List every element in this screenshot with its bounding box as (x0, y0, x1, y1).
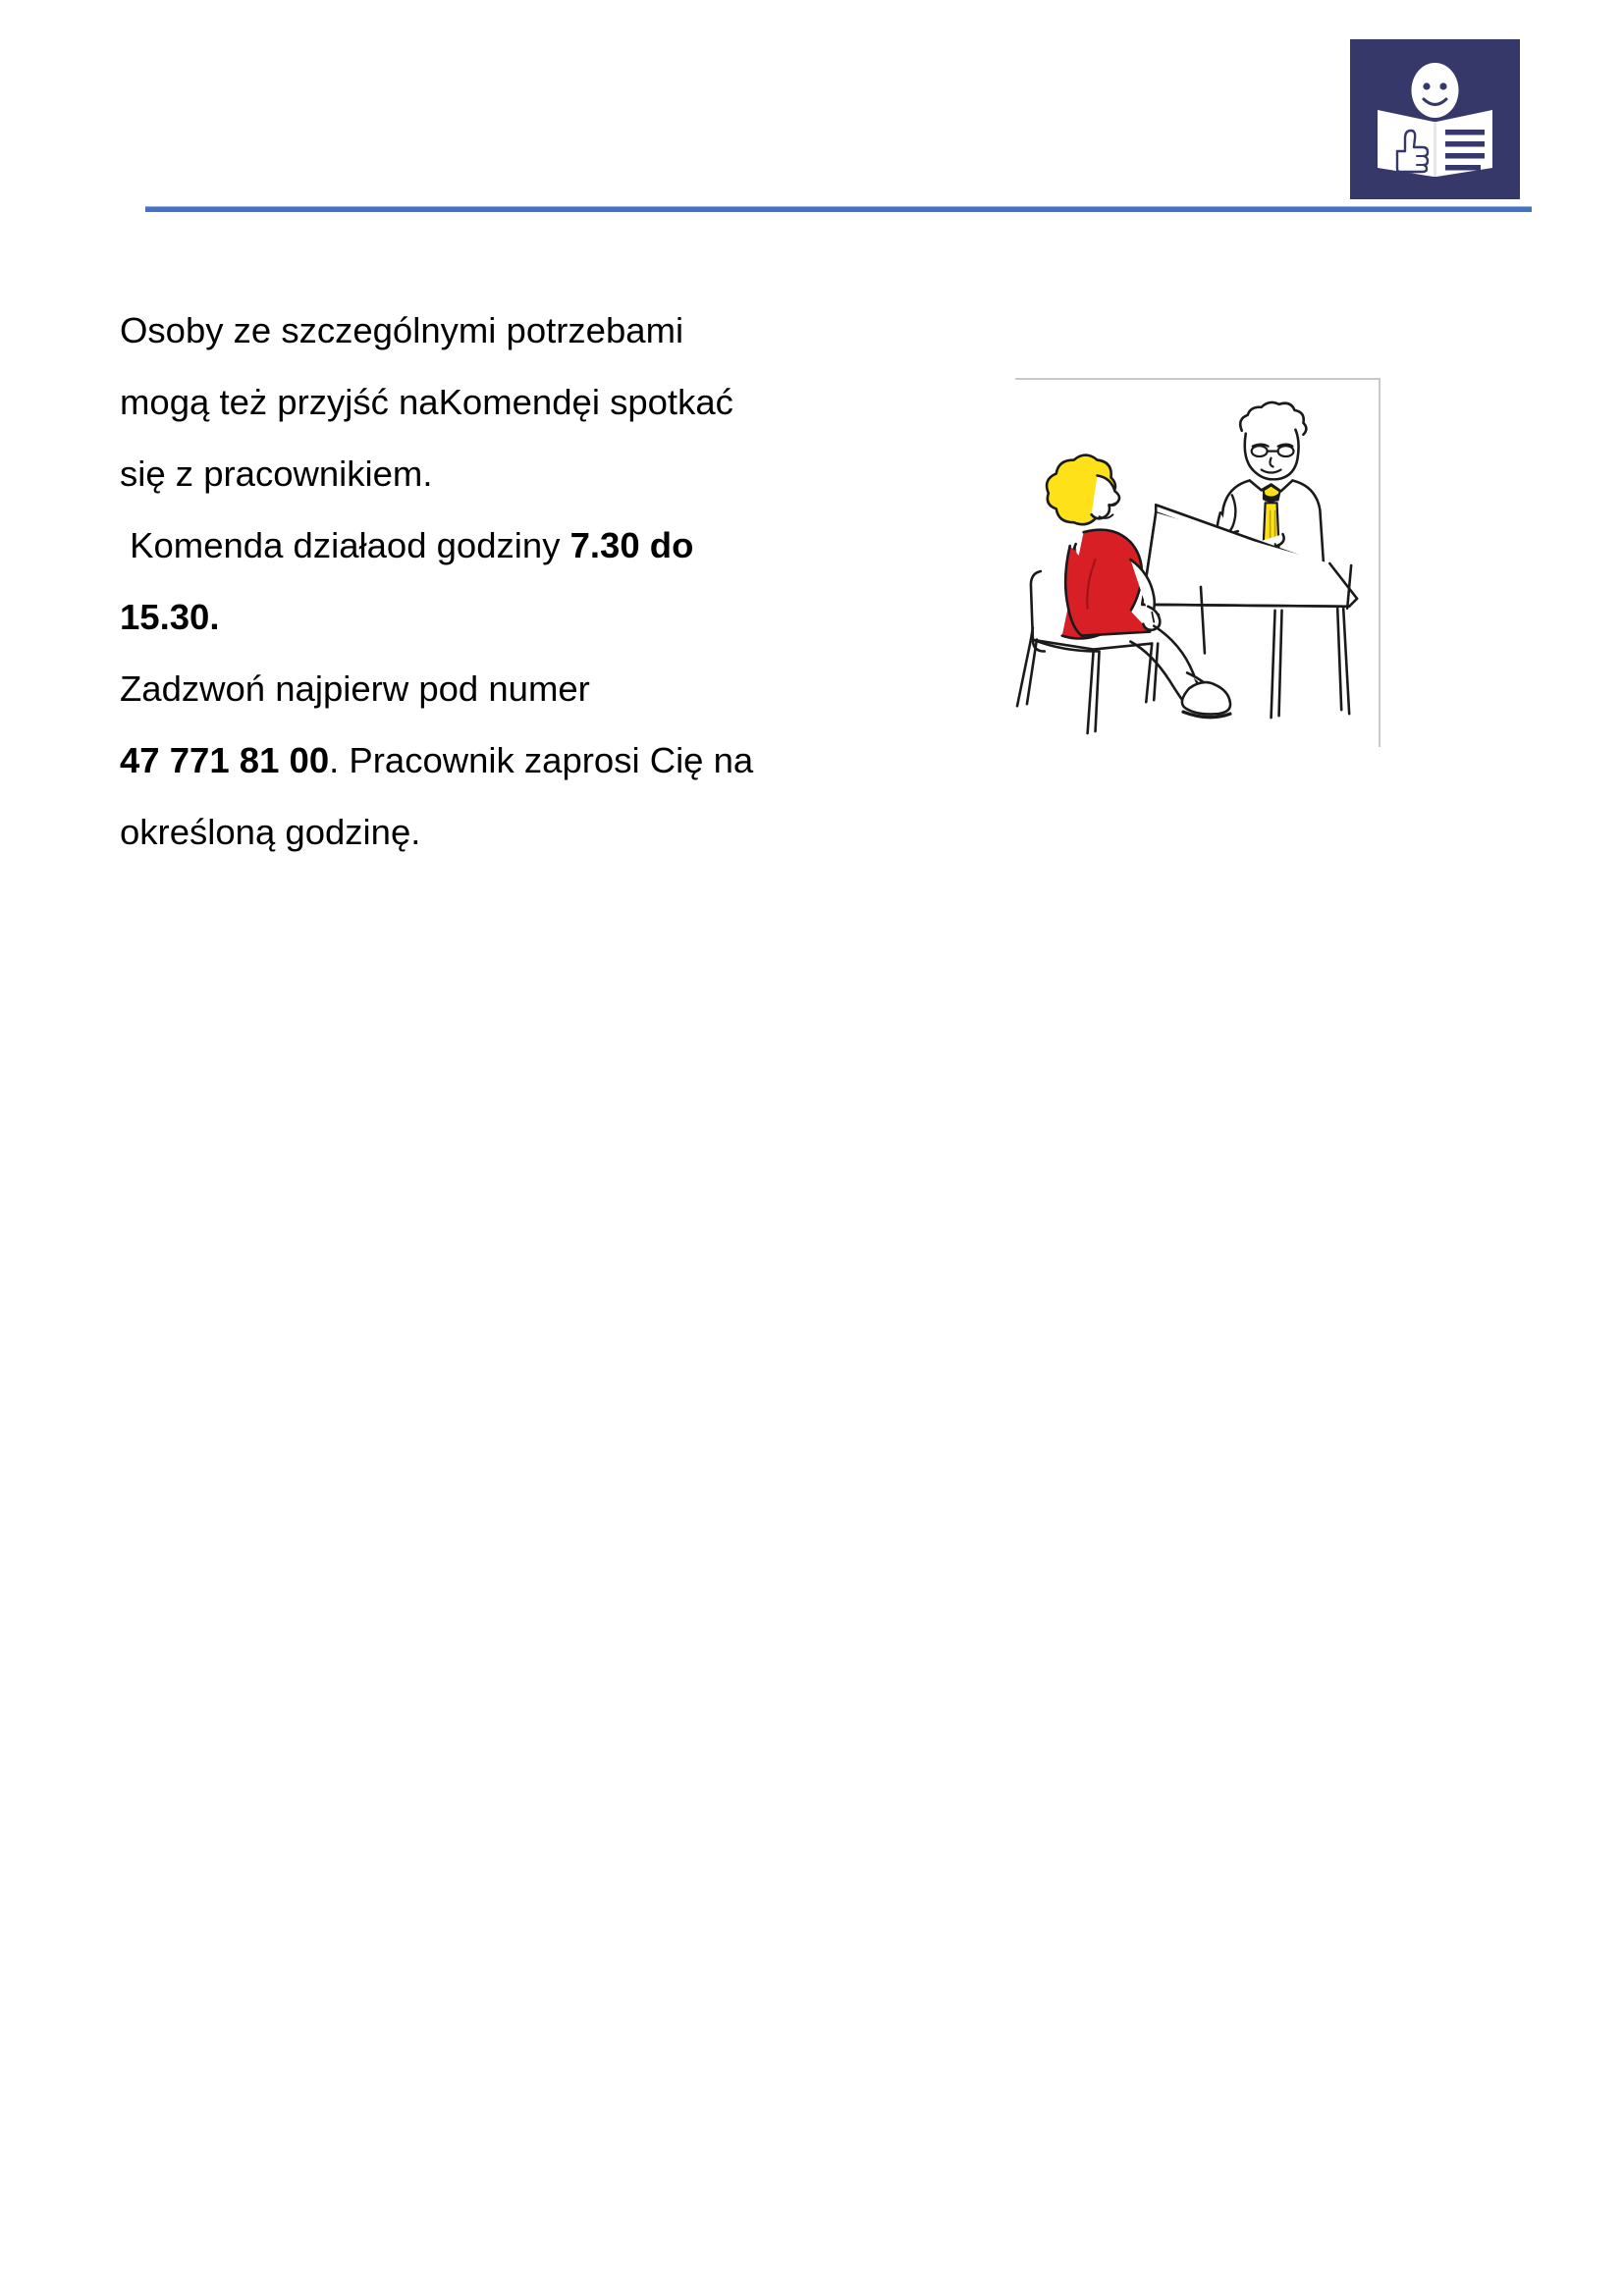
illustration-meeting-at-desk (1015, 378, 1380, 747)
text-line: Osoby ze szczególnymi potrzebami (120, 310, 684, 350)
page-header (0, 0, 1624, 226)
text-line: 47 771 81 00. Pracownik zaprosi Cię na (120, 740, 754, 780)
text-line: się z pracownikiem. (120, 454, 433, 494)
text-line: Zadzwoń najpierw pod numer (120, 668, 590, 709)
text-line: Komenda działaod godziny 7.30 do (120, 525, 694, 565)
easy-to-read-logo-graphic (1350, 39, 1520, 199)
opening-hours-bold-end: 15.30. (120, 597, 220, 637)
text-line: określoną godzinę. (120, 812, 421, 852)
easy-to-read-logo (1350, 39, 1520, 199)
illustration-graphic (1015, 380, 1379, 747)
phone-number-bold: 47 771 81 00 (120, 740, 330, 780)
header-divider (145, 206, 1532, 212)
body-text-column (120, 294, 895, 868)
opening-hours-bold: 7.30 do (569, 525, 694, 565)
text-line (120, 581, 895, 653)
text-line: mogą też przyjść naKomendęi spotkać (120, 382, 733, 422)
